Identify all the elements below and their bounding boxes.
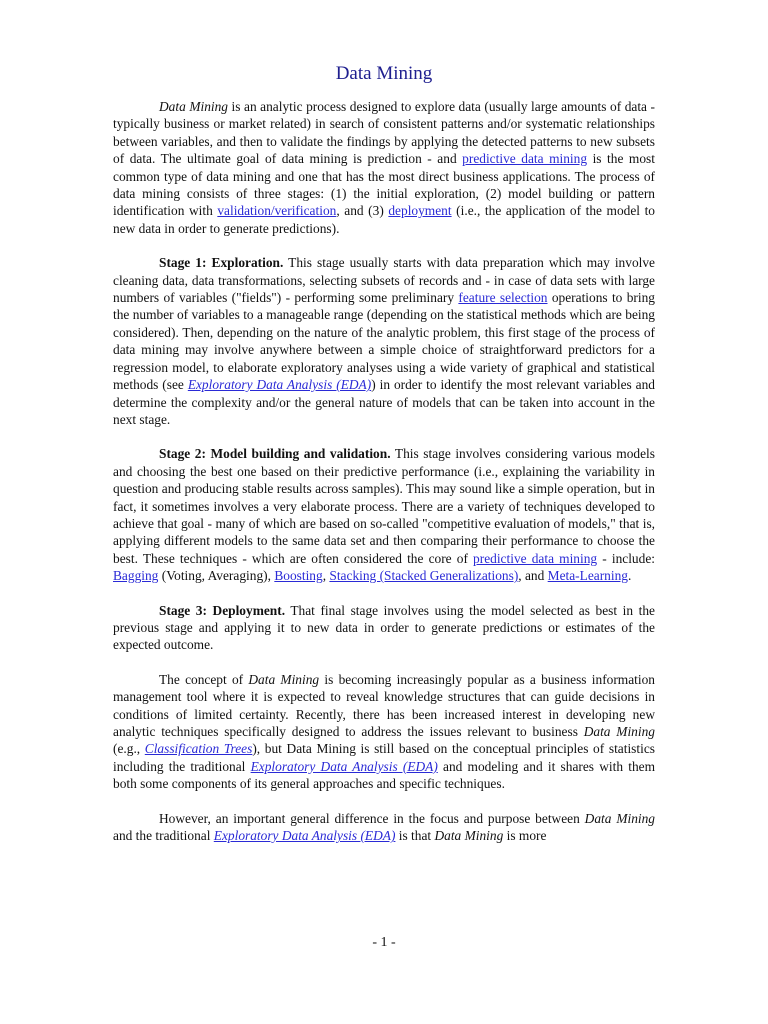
hyperlink[interactable]: feature selection	[458, 290, 548, 306]
hyperlink[interactable]: Exploratory Data Analysis (EDA)	[213, 828, 396, 844]
text-run: This stage involves considering various models and choosing the best one based on their predictive performance (i.e., explaining the variability in question and producing stable results across samples). This may sound like a simple operation, but in fact, it sometimes involves a very elaborate process. There are a variety of techniques developed to achieve that goal - many of which are based on so-called "competitive evaluation of models," that is, applying different models to the same data set and then comparing their performance to choose the best. These techniques - which are often considered the core of	[113, 446, 655, 566]
text-run: .	[627, 568, 632, 584]
text-run: ) in order to identify the most relevant variables and determine the complexity and/or the general nature of models that can be taken into account in the next stage.	[113, 377, 655, 427]
italic-term: Data Mining	[583, 724, 655, 739]
hyperlink[interactable]: Bagging	[113, 568, 159, 584]
hyperlink[interactable]: predictive data mining	[473, 550, 598, 566]
text-run: (i.e., the application of the model to new data in order to generate predictions).	[113, 203, 655, 236]
text-run: is an analytic process designed to explore data (usually large amounts of data - typically business or market related) in search of consistent patterns and/or systematic relationships between variables, and then to validate the findings by applying the detected patterns to new subsets of data. The ultimate goal of data mining is prediction - and	[113, 99, 655, 167]
stage-heading: Stage 2: Model building and validation.	[159, 446, 391, 462]
text-run: , and (3)	[336, 203, 389, 219]
text-run: operations to bring the number of variables to a manageable range (depending on the statistical methods which are being considered). Then, depending on the nature of the analytic problem, this first stage of the process of data mining may involve anywhere between a simple choice of straightforward predictors for a regression model, to elaborate exploratory analyses using a wide variety of graphical and statistical methods (see	[113, 290, 655, 393]
italic-term: Data Mining	[248, 671, 320, 687]
paragraph-stage-2	[113, 445, 655, 584]
italic-term: Data Mining	[159, 99, 228, 114]
hyperlink[interactable]: deployment	[388, 203, 452, 219]
document-page	[113, 62, 655, 844]
page-number: - 1 -	[372, 935, 396, 950]
text-run: , and	[518, 568, 548, 584]
paragraph-stage-1	[113, 254, 655, 428]
hyperlink[interactable]: validation/verification	[217, 203, 337, 219]
text-run: This stage usually starts with data preparation which may involve cleaning data, data transformations, selecting subsets of records and - in case of data sets with large numbers of variables ("fields") - performing some preliminary	[113, 255, 656, 306]
hyperlink[interactable]: Stacking (Stacked Generalizations)	[329, 568, 519, 584]
hyperlink[interactable]: Exploratory Data Analysis (EDA)	[250, 758, 438, 774]
text-run: is becoming increasingly popular as a business information management tool where it is expected to reveal knowledge structures that can guide decisions in conditions of limited certainty. Recently, there has been increased interest in developing new analytic techniques specifically designed to address the issues relevant to business	[113, 671, 655, 739]
text-run: and the traditional	[113, 828, 214, 844]
text-run: (e.g.,	[113, 741, 145, 757]
hyperlink[interactable]: predictive data mining	[462, 151, 588, 167]
text-run: (Voting, Averaging),	[158, 568, 275, 584]
document-body	[113, 98, 655, 844]
paragraph-difference	[113, 810, 655, 845]
text-run: ), but Data Mining is still based on the conceptual principles of statistics including the traditional	[113, 741, 655, 774]
paragraph-concept	[113, 671, 655, 793]
paragraph-intro	[113, 98, 655, 237]
text-run: The concept of	[159, 671, 249, 687]
hyperlink[interactable]: Boosting	[274, 568, 323, 584]
text-run: is that	[395, 828, 435, 844]
hyperlink[interactable]: Classification Trees	[144, 741, 253, 757]
text-run: However, an important general difference in the focus and purpose between	[159, 810, 585, 826]
italic-term: Data Mining	[434, 828, 504, 844]
text-run: - include:	[597, 550, 655, 566]
text-run: That final stage involves using the model selected as best in the previous stage and applying it to new data in order to generate predictions or estimates of the expected outcome.	[113, 602, 655, 653]
text-run: is the most common type of data mining and one that has the most direct business applications. The process of data mining consists of three stages: (1) the initial exploration, (2) model building or pattern identification with	[113, 151, 655, 219]
page-title: Data Mining	[335, 63, 433, 84]
text-run: is more	[503, 828, 547, 844]
hyperlink[interactable]: Exploratory Data Analysis (EDA)	[187, 377, 372, 393]
italic-term: Data Mining	[584, 810, 656, 826]
stage-heading: Stage 1: Exploration.	[159, 255, 284, 271]
hyperlink[interactable]: Meta-Learning	[547, 568, 628, 584]
stage-heading: Stage 3: Deployment.	[159, 602, 286, 618]
text-run: ,	[322, 568, 330, 584]
text-run: and modeling and it shares with them both some components of its general approaches and specific techniques.	[113, 758, 655, 792]
paragraph-stage-3	[113, 602, 655, 654]
